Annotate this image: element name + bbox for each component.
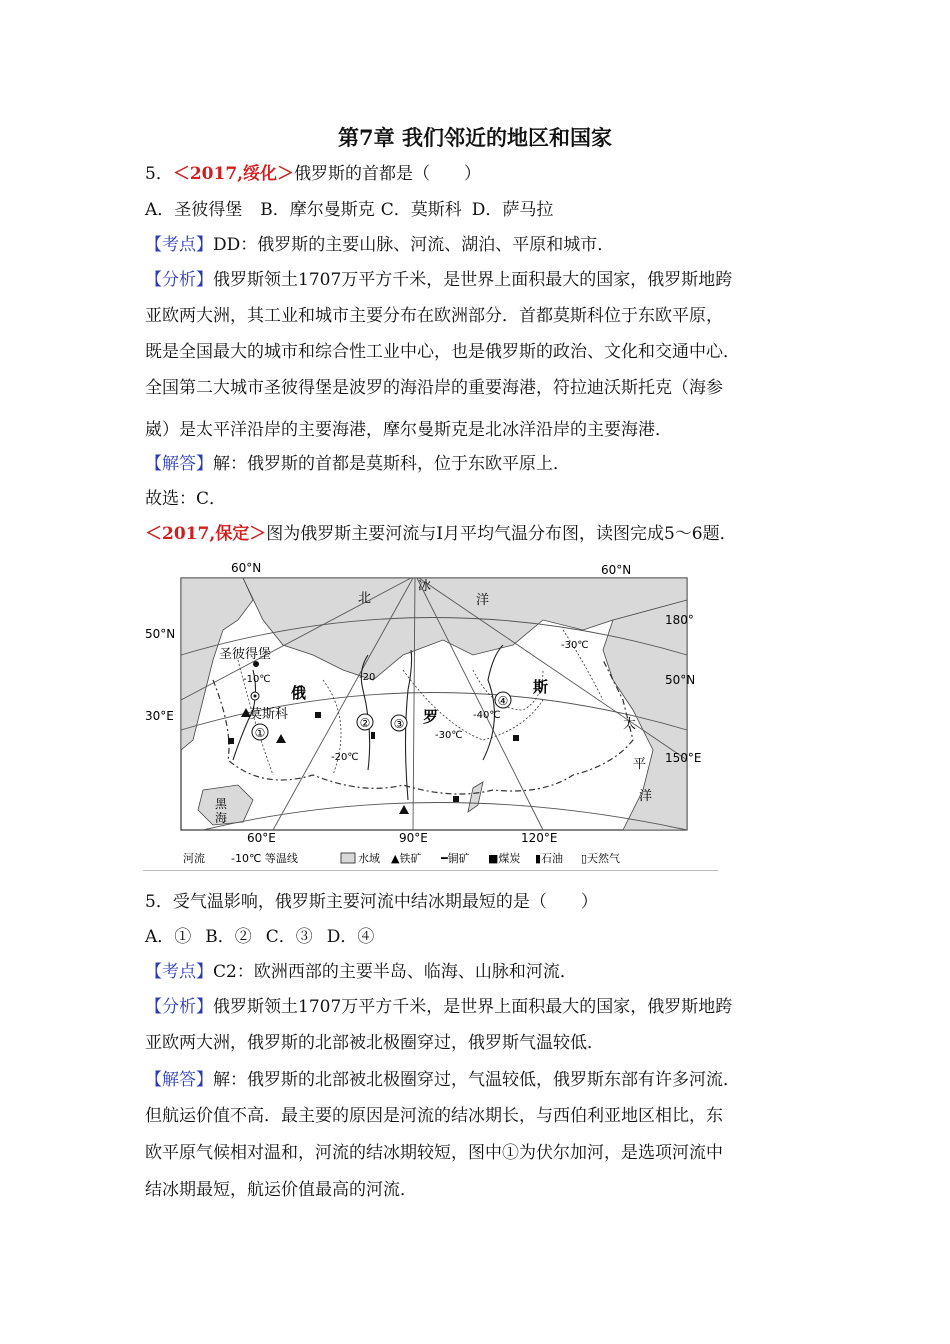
option-d: D．④ [326,927,375,947]
fenxi-line [145,995,732,1019]
lon-label: 60°E [247,831,276,845]
fenxi-tag: 【分析】 [145,997,213,1017]
marker-1 [252,724,268,740]
option-c: C．莫斯科 [380,200,462,220]
kaodian-tag: 【考点】 [145,962,213,982]
option-d: D．萨马拉 [471,200,554,220]
place-label: 俄 [291,684,307,702]
question-source: ＜2017,绥化＞ [172,164,295,184]
option-a: A．圣彼得堡 [145,200,243,220]
russia-map [143,560,718,872]
fenxi-text-line: 亚欧两大洲，俄罗斯的北部被北极圈穿过，俄罗斯气温较低． [145,1033,604,1053]
kaodian-line [145,233,614,257]
svg-text:④: ④ [497,694,509,708]
legend-item: ▮石油 [535,852,564,865]
kaodian-text: C2：欧洲西部的主要半岛、临海、山脉和河流． [213,962,577,982]
map-legend [183,851,620,865]
jieda-tag: 【解答】 [145,454,213,474]
jieda-text-line: 但航运价值不高．最主要的原因是河流的结冰期长，与西伯利亚地区相比，东 [145,1106,723,1126]
place-label: 海 [215,811,228,825]
lat-label: 50°N [145,627,176,641]
marker-3 [391,715,407,731]
question-2-options [145,925,374,949]
isotherm-label: -20℃ [331,752,359,763]
intro-source: ＜2017,保定＞ [145,524,267,544]
place-label: 斯 [533,678,549,696]
question-stem: 俄罗斯的首都是（ ） [294,164,482,184]
lon-label: 90°E [399,831,428,845]
place-label: 罗 [423,708,439,726]
question-1-options [145,198,553,222]
lon-label: 150°E [665,751,702,765]
lon-label: 180° [665,613,694,627]
svg-text:①: ① [254,726,266,740]
coal-marker [513,735,519,741]
intro-line [145,522,737,546]
place-label: 冰 [418,579,432,594]
page-title: 第7章 我们邻近的地区和国家 [338,125,612,150]
isotherm-label: -20 [359,672,376,683]
legend-item: 河流 [183,852,205,865]
jieda-line [145,1068,740,1092]
lat-label: 50°N [665,673,696,687]
kaodian-line [145,960,577,984]
fenxi-line [145,268,732,292]
place-label: 北 [358,591,372,606]
isotherm-label: -30℃ [435,730,463,741]
legend-item: 水域 [358,852,380,865]
legend-item: -10℃ 等温线 [231,852,298,865]
legend-item: ▲铁矿 [391,852,422,865]
oil-marker [371,732,375,739]
fenxi-tag: 【分析】 [145,270,213,290]
place-label: 圣彼得堡 [219,647,272,662]
russia-map-svg [143,560,718,872]
place-label: 黑 [215,797,228,811]
fenxi-text: 俄罗斯领土1707万平方千米，是世界上面积最大的国家，俄罗斯地跨 [213,270,733,290]
question-2-stem: 5．受气温影响，俄罗斯主要河流中结冰期最短的是（ ） [145,892,598,912]
legend-item: ■煤炭 [488,852,521,865]
place-label: 莫斯科 [249,707,289,722]
jieda-text: 解：俄罗斯的首都是莫斯科，位于东欧平原上． [213,454,570,474]
fenxi-text-line: 既是全国最大的城市和综合性工业中心，也是俄罗斯的政治、文化和交通中心． [145,342,740,362]
fenxi-text-line: 亚欧两大洲，其工业和城市主要分布在欧洲部分．首都莫斯科位于东欧平原， [145,306,723,326]
jieda-text-line: 结冰期最短，航运价值最高的河流． [145,1180,417,1200]
fenxi-text: 俄罗斯领土1707万平方千米，是世界上面积最大的国家，俄罗斯地跨 [213,997,733,1017]
marker-2 [357,714,373,730]
jieda-text: 解：俄罗斯的北部被北极圈穿过，气温较低，俄罗斯东部有许多河流． [213,1070,740,1090]
isotherm-label: -30℃ [561,640,589,651]
place-label: 平 [633,757,647,772]
intro-text: 图为俄罗斯主要河流与Ⅰ月平均气温分布图，读图完成5～6题． [266,524,737,544]
option-b: B．摩尔曼斯克 [260,200,375,220]
lat-label: 60°N [231,561,262,575]
lon-label: 30°E [145,709,174,723]
marker-4 [495,692,511,708]
coal-marker [228,738,234,744]
place-label: 洋 [639,789,653,804]
kaodian-tag: 【考点】 [145,235,213,255]
isotherm-label: -10℃ [243,674,271,685]
isotherm-label: -40℃ [473,710,501,721]
svg-text:③: ③ [393,717,405,731]
question-number: 5． [145,164,173,184]
legend-item: ▯天然气 [581,852,621,865]
place-label: 太 [623,717,637,732]
question-1-stem-line [145,162,481,186]
lon-label: 120°E [521,831,558,845]
option-c: C．③ [265,927,313,947]
lat-label: 60°N [601,563,632,577]
jieda-tag: 【解答】 [145,1070,213,1090]
fenxi-text-line: 全国第二大城市圣彼得堡是波罗的海沿岸的重要海港，符拉迪沃斯托克（海参 [145,378,723,398]
answer-line: 故选：C． [145,489,227,509]
jieda-line [145,452,570,476]
option-a: A．① [145,927,192,947]
svg-text:②: ② [359,716,371,730]
map-divider [143,870,718,871]
kaodian-text: DD：俄罗斯的主要山脉、河流、湖泊、平原和城市． [213,235,615,255]
legend-item: ━铜矿 [441,852,470,865]
coal-marker [453,796,459,802]
jieda-text-line: 欧平原气候相对温和，河流的结冰期较短，图中①为伏尔加河，是选项河流中 [145,1143,723,1163]
place-label: 洋 [476,593,490,608]
coal-marker [315,712,321,718]
option-b: B．② [205,927,252,947]
fenxi-text-line: 崴）是太平洋沿岸的主要海港，摩尔曼斯克是北冰洋沿岸的主要海港． [145,420,672,440]
